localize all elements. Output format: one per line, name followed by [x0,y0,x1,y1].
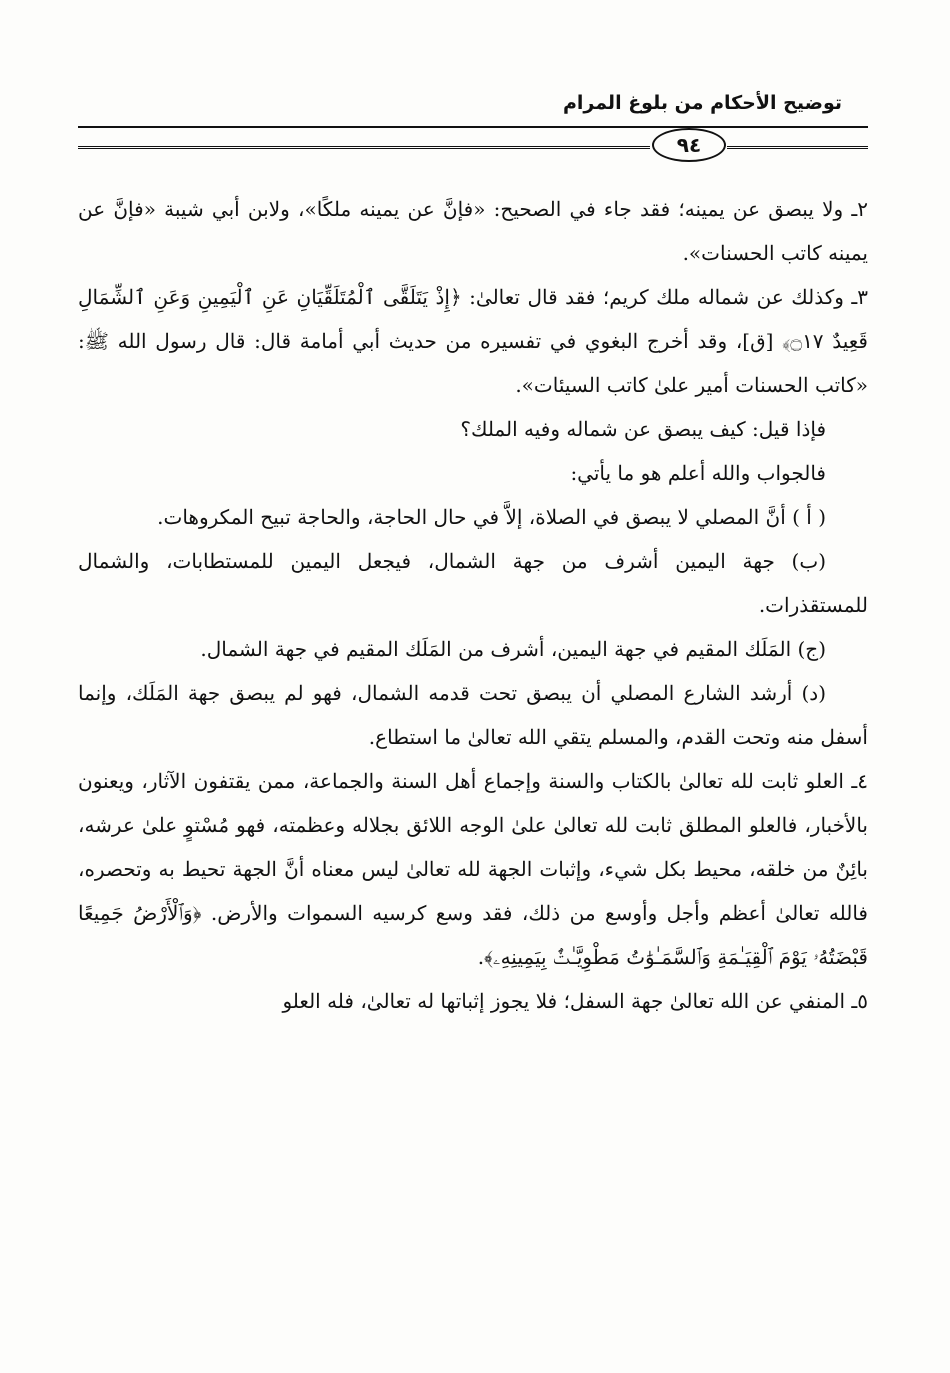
paragraph-5: ٥ـ المنفي عن الله تعالىٰ جهة السفل؛ فلا يجوز إثباتها له تعالىٰ، فله العلو [282,989,868,1013]
answer-intro: فالجواب والله أعلم هو ما يأتي: [570,461,826,485]
paragraph-2: ٢ـ ولا يبصق عن يمينه؛ فقد جاء في الصحيح: «فإنَّ عن يمينه ملكًا»، ولابن أبي شيبة «فإنَّ عن يمينه كاتب الحسنات». [78,197,868,265]
answer-item-d: (د) أرشد الشارع المصلي أن يبصق تحت قدمه الشمال، فهو لم يبصق جهة المَلَك، وإنما أسفل منه وتحت القدم، والمسلم يتقي الله تعالىٰ ما استطاع. [78,681,868,749]
header-rule-right [727,146,868,149]
page-number: ٩٤ [652,128,726,162]
paragraph-3: ٣ـ وكذلك عن شماله ملك كريم؛ فقد قال تعالىٰ: ﴿إِذْ يَتَلَقَّى ٱلْمُتَلَقِّيَانِ عَنِ ٱلْيَمِينِ وَعَنِ ٱلشِّمَالِ قَعِيدٌ ۝١٧﴾ [ق]، وقد أخرج البغوي في تفسيره من حديث أبي أمامة قال: قال رسول الله ﷺ: «كاتب الحسنات أمير علىٰ كاتب السيئات». [78,285,868,397]
body-text [78,187,868,1023]
header-rule-left [78,146,650,149]
question-paragraph: فإذا قيل: كيف يبصق عن شماله وفيه الملك؟ [460,417,826,441]
paragraph-4: ٤ـ العلو ثابت لله تعالىٰ بالكتاب والسنة وإجماع أهل السنة والجماعة، ممن يقتفون الآثار، ويعنون بالأخبار، فالعلو المطلق ثابت لله تعالىٰ علىٰ الوجه اللائق بجلاله وعظمته، فهو مُسْتوٍ علىٰ عرشه، بائِنٌ من خلقه، محيط بكل شيء، وإثبات الجهة لله تعالىٰ ليس معناه أنَّ الجهة تحيط به وتحصره، فالله تعالىٰ أعظم وأجل وأوسع من ذلك، فقد وسع كرسيه السموات والأرض. ﴿وَٱلْأَرْضُ جَمِيعًا قَبْضَتُهُۥ يَوْمَ ٱلْقِيَـٰمَةِ وَٱلسَّمَـٰوَٰتُ مَطْوِيَّـٰتٌۢ بِيَمِينِهِۦ﴾. [78,769,868,969]
running-header: توضيح الأحكام من بلوغ المرام [562,92,842,114]
answer-item-c: (ج) المَلَك المقيم في جهة اليمين، أشرف من المَلَك المقيم في جهة الشمال. [200,637,826,661]
header-rule-top [78,126,868,128]
answer-item-a: ( أ ) أنَّ المصلي لا يبصق في الصلاة، إلاَّ في حال الحاجة، والحاجة تبيح المكروهات. [157,505,826,529]
answer-item-b: (ب) جهة اليمين أشرف من جهة الشمال، فيجعل اليمين للمستطابات، والشمال للمستقذرات. [78,549,868,617]
